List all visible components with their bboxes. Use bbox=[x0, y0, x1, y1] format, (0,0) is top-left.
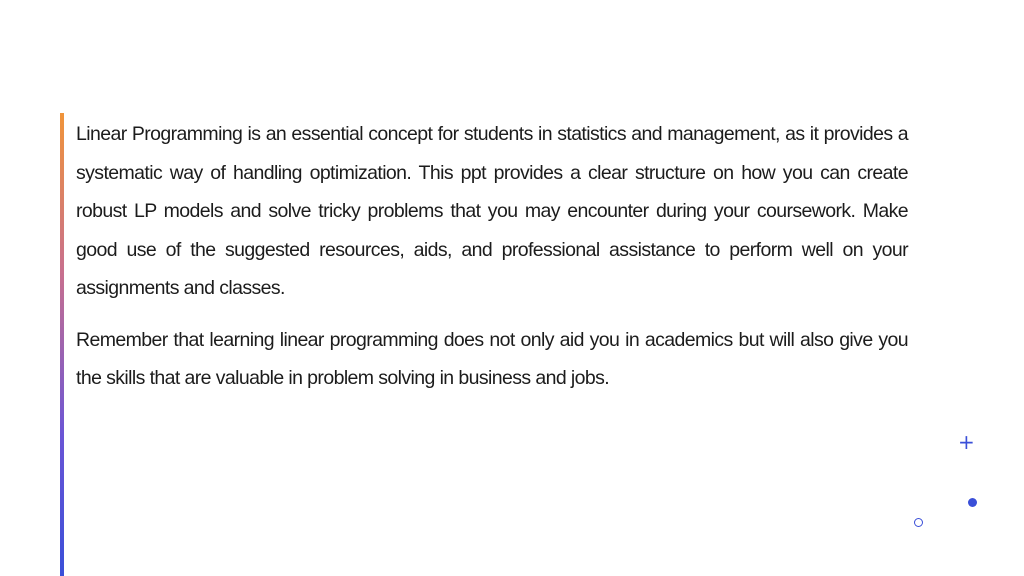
plus-icon: + bbox=[958, 430, 975, 454]
dot-icon bbox=[968, 498, 977, 507]
accent-bar bbox=[60, 113, 64, 576]
paragraph-2: Remember that learning linear programming does not only aid you in academics but will also give you the skills that are valuable in problem solving in business and jobs. bbox=[76, 328, 908, 389]
paragraph-1: Linear Programming is an essential concept for students in statistics and management, as it provides a systematic way of handling optimization. This ppt provides a clear structure on how you can create robust LP models and solve tricky problems that you may encounter during your coursework. Make good use of the suggested resources, aids, and professional assistance to perform well on your assignments and classes. bbox=[76, 123, 908, 299]
ring-icon bbox=[914, 518, 923, 527]
body-text bbox=[76, 115, 908, 398]
